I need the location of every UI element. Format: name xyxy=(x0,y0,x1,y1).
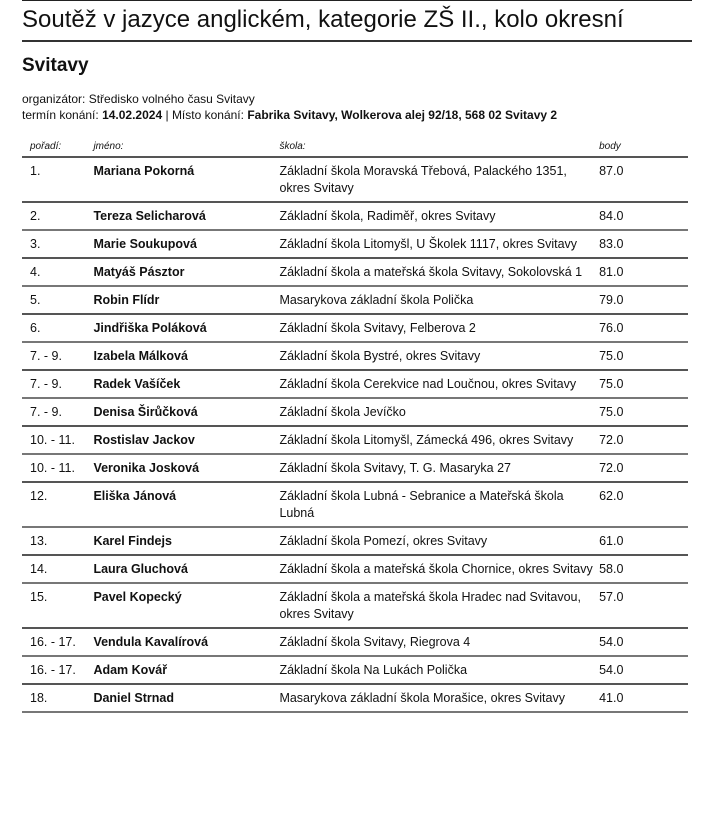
school-cell: Základní škola Svitavy, Felberova 2 xyxy=(279,314,599,342)
table-row xyxy=(22,202,688,230)
table-row xyxy=(22,454,688,482)
name-cell: Radek Vašíček xyxy=(93,370,279,398)
rank-cell: 14. xyxy=(22,555,93,583)
table-row xyxy=(22,426,688,454)
table-row xyxy=(22,482,688,527)
header-rank: pořadí: xyxy=(22,138,93,157)
table-row xyxy=(22,157,688,202)
school-cell: Základní škola Svitavy, T. G. Masaryka 27 xyxy=(279,454,599,482)
rank-cell: 18. xyxy=(22,684,93,712)
table-row xyxy=(22,628,688,656)
school-cell: Základní škola Bystré, okres Svitavy xyxy=(279,342,599,370)
school-cell: Základní škola, Radiměř, okres Svitavy xyxy=(279,202,599,230)
school-cell: Základní škola Litomyšl, U Školek 1117, okres Svitavy xyxy=(279,230,599,258)
school-cell: Základní škola Lubná - Sebranice a Mateřská škola Lubná xyxy=(279,482,599,527)
school-cell: Základní škola Na Lukách Polička xyxy=(279,656,599,684)
table-header-row xyxy=(22,138,688,157)
points-cell: 72.0 xyxy=(599,426,688,454)
school-cell: Základní škola Jevíčko xyxy=(279,398,599,426)
points-cell: 54.0 xyxy=(599,656,688,684)
rank-cell: 10. - 11. xyxy=(22,426,93,454)
rank-cell: 12. xyxy=(22,482,93,527)
school-cell: Masarykova základní škola Morašice, okres Svitavy xyxy=(279,684,599,712)
table-row xyxy=(22,230,688,258)
name-cell: Adam Kovář xyxy=(93,656,279,684)
points-cell: 81.0 xyxy=(599,258,688,286)
table-row xyxy=(22,656,688,684)
name-cell: Mariana Pokorná xyxy=(93,157,279,202)
points-cell: 57.0 xyxy=(599,583,688,628)
table-row xyxy=(22,684,688,712)
name-cell: Karel Findejs xyxy=(93,527,279,555)
name-cell: Daniel Strnad xyxy=(93,684,279,712)
name-cell: Pavel Kopecký xyxy=(93,583,279,628)
table-row xyxy=(22,342,688,370)
points-cell: 75.0 xyxy=(599,370,688,398)
rank-cell: 7. - 9. xyxy=(22,398,93,426)
venue-label: Místo konání: xyxy=(171,108,244,122)
table-row xyxy=(22,258,688,286)
points-cell: 72.0 xyxy=(599,454,688,482)
rank-cell: 3. xyxy=(22,230,93,258)
points-cell: 54.0 xyxy=(599,628,688,656)
header-name: jméno: xyxy=(93,138,279,157)
organizer-label: organizátor: xyxy=(22,92,86,106)
organizer-line xyxy=(22,91,557,107)
date-value: 14.02.2024 xyxy=(102,108,163,122)
points-cell: 84.0 xyxy=(599,202,688,230)
school-cell: Základní škola Litomyšl, Zámecká 496, okres Svitavy xyxy=(279,426,599,454)
school-cell: Základní škola a mateřská škola Hradec nad Svitavou, okres Svitavy xyxy=(279,583,599,628)
results-table xyxy=(22,138,688,713)
rank-cell: 4. xyxy=(22,258,93,286)
school-cell: Základní škola Cerekvice nad Loučnou, okres Svitavy xyxy=(279,370,599,398)
name-cell: Eliška Jánová xyxy=(93,482,279,527)
table-row xyxy=(22,314,688,342)
rank-cell: 2. xyxy=(22,202,93,230)
school-cell: Masarykova základní škola Polička xyxy=(279,286,599,314)
event-meta xyxy=(22,91,557,123)
separator: | xyxy=(165,108,169,122)
school-cell: Základní škola Svitavy, Riegrova 4 xyxy=(279,628,599,656)
table-row xyxy=(22,398,688,426)
table-row xyxy=(22,286,688,314)
rank-cell: 15. xyxy=(22,583,93,628)
school-cell: Základní škola a mateřská škola Chornice, okres Svitavy xyxy=(279,555,599,583)
header-points: body xyxy=(599,138,688,157)
points-cell: 76.0 xyxy=(599,314,688,342)
school-cell: Základní škola a mateřská škola Svitavy, Sokolovská 1 xyxy=(279,258,599,286)
name-cell: Robin Flídr xyxy=(93,286,279,314)
points-cell: 79.0 xyxy=(599,286,688,314)
points-cell: 41.0 xyxy=(599,684,688,712)
name-cell: Tereza Selicharová xyxy=(93,202,279,230)
name-cell: Jindřiška Poláková xyxy=(93,314,279,342)
title-divider xyxy=(22,40,692,42)
table-row xyxy=(22,583,688,628)
rank-cell: 7. - 9. xyxy=(22,370,93,398)
rank-cell: 16. - 17. xyxy=(22,628,93,656)
points-cell: 61.0 xyxy=(599,527,688,555)
rank-cell: 5. xyxy=(22,286,93,314)
organizer-value: Středisko volného času Svitavy xyxy=(88,92,255,106)
date-label: termín konání: xyxy=(22,108,99,122)
name-cell: Rostislav Jackov xyxy=(93,426,279,454)
rank-cell: 10. - 11. xyxy=(22,454,93,482)
table-row xyxy=(22,527,688,555)
table-row xyxy=(22,370,688,398)
points-cell: 83.0 xyxy=(599,230,688,258)
region-heading: Svitavy xyxy=(22,55,89,76)
results-body xyxy=(22,157,688,712)
name-cell: Veronika Josková xyxy=(93,454,279,482)
rank-cell: 16. - 17. xyxy=(22,656,93,684)
points-cell: 62.0 xyxy=(599,482,688,527)
rank-cell: 13. xyxy=(22,527,93,555)
venue-value: Fabrika Svitavy, Wolkerova alej 92/18, 568 02 Svitavy 2 xyxy=(247,108,558,122)
points-cell: 75.0 xyxy=(599,342,688,370)
rank-cell: 7. - 9. xyxy=(22,342,93,370)
top-divider xyxy=(22,0,692,1)
points-cell: 58.0 xyxy=(599,555,688,583)
name-cell: Marie Soukupová xyxy=(93,230,279,258)
date-venue-line xyxy=(22,107,557,123)
name-cell: Denisa Širůčková xyxy=(93,398,279,426)
school-cell: Základní škola Moravská Třebová, Palackého 1351, okres Svitavy xyxy=(279,157,599,202)
header-school: škola: xyxy=(279,138,599,157)
rank-cell: 6. xyxy=(22,314,93,342)
name-cell: Vendula Kavalírová xyxy=(93,628,279,656)
table-row xyxy=(22,555,688,583)
page-title: Soutěž v jazyce anglickém, kategorie ZŠ II., kolo okresní xyxy=(22,6,624,33)
points-cell: 75.0 xyxy=(599,398,688,426)
school-cell: Základní škola Pomezí, okres Svitavy xyxy=(279,527,599,555)
rank-cell: 1. xyxy=(22,157,93,202)
name-cell: Matyáš Pásztor xyxy=(93,258,279,286)
name-cell: Izabela Málková xyxy=(93,342,279,370)
points-cell: 87.0 xyxy=(599,157,688,202)
name-cell: Laura Gluchová xyxy=(93,555,279,583)
